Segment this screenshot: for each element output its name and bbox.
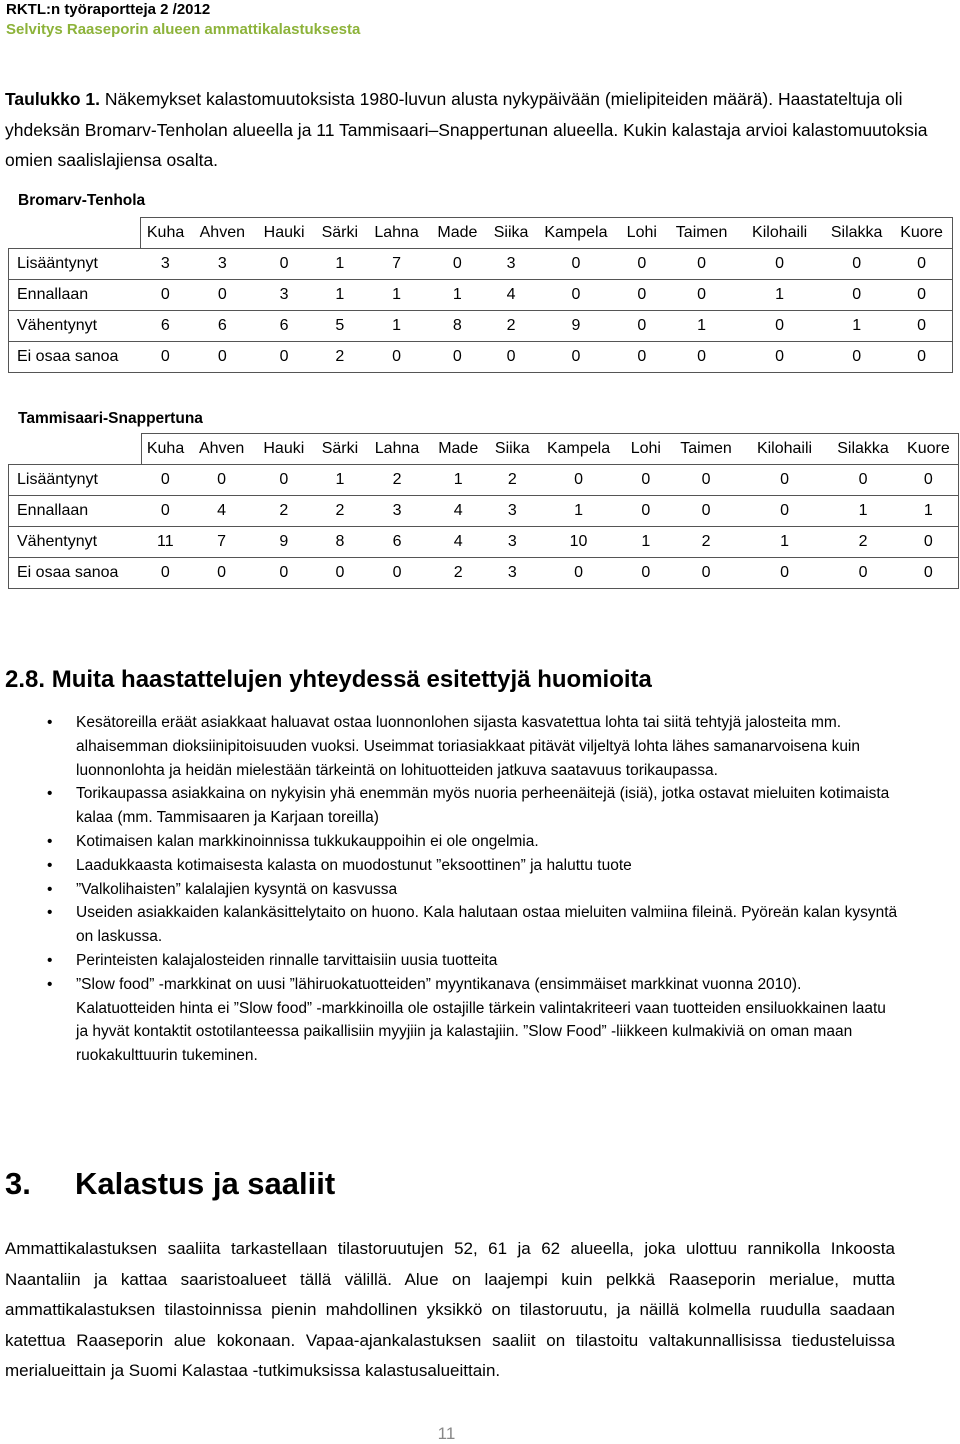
- table-cell: 8: [313, 527, 366, 558]
- table-cell: 1: [314, 249, 367, 280]
- table-row: [9, 311, 953, 342]
- list-item-text: Perinteisten kalajalosteiden rinnalle tarvittaisiin uusia tuotteita: [76, 951, 498, 969]
- chapter-paragraph: Ammattikalastuksen saaliita tarkastellaan tilastoruutujen 52, 61 ja 62 alueella, joka ulottuu rannikolla Inkoosta Naantaliin ja kattaa saaristoalueet tällä välillä. Alue on laajempi kuin pelkkä Raaseporin merialue, mutta ammattikalastuksen tilastoinnissa pienin mahdollinen yksikkö on tilastoruutu, ja näillä kolmella ruudulla saadaan katettua Raaseporin alue kokonaan. Vapaa-ajankalastuksen saaliit on tilastoitu valtakunnallisissa tiedusteluissa merialueittain ja Suomi Kalastaa -tutkimuksissa kalastusalueittain.: [5, 1239, 895, 1380]
- table-cell: 0: [666, 342, 737, 373]
- table-cell: 0: [670, 496, 741, 527]
- table-cell: 0: [366, 342, 427, 373]
- table-cell: 0: [141, 280, 190, 311]
- table-cell: 0: [742, 465, 828, 496]
- list-item-text: Kesätoreilla eräät asiakkaat haluavat ostaa luonnonlohen sijasta kasvatettua lohta tai siitä tehtyjä jalosteita mm. alhaisemman dioksiinipitoisuuden vuoksi. Useimmat toriasiakkaat pitävät viljeltyä lohta lähes samanarvoisena kuin luonnonlohta ja heidän mielestään tärkeintä on lohituotteiden jatkuva saatavuus torikaupassa.: [76, 714, 860, 779]
- list-item-text: Torikaupassa asiakkaina on nykyisin yhä enemmän myös nuoria perheenäitejä (isiä), jotka ostavat mieluiten kotimaista kalaa (mm. Tammisaaren ja Karjaan toreilla): [76, 785, 890, 827]
- table-row: [9, 280, 953, 311]
- table-cell: 0: [142, 558, 189, 589]
- list-item: [0, 830, 900, 854]
- list-item-text: Laadukkaasta kotimaisesta kalasta on muodostunut ”eksoottinen” ja haluttu tuote: [76, 856, 632, 874]
- table-cell: 8: [427, 311, 488, 342]
- bullet-icon: •: [47, 880, 53, 898]
- bullet-icon: •: [47, 856, 53, 874]
- list-item-text: ”Slow food” -markkinat on uusi ”lähiruokatuotteiden” myyntikanava (ensimmäiset markkinat vuonna 2010). Kalatuotteiden hinta ei ”Slow food” -markkinoilla ole ostajille tärkein valintakriteeri vaan tuotteiden ensiluokkainen laatu ja hyvät kontaktit ostotilanteessa paikallisiin myyjiin ja kalastajiin. ”Slow Food” -liikkeen kulmakiviä on oman maan ruokakulttuurin tukeminen.: [76, 975, 886, 1065]
- table-cell: 0: [899, 465, 959, 496]
- table-cell: 0: [313, 558, 366, 589]
- table-cell: 2: [489, 465, 536, 496]
- page-number: 11: [437, 1424, 456, 1443]
- column-header: Kuore: [891, 218, 952, 249]
- list-item: [0, 901, 900, 949]
- table-cell: 0: [822, 342, 891, 373]
- table-cell: 0: [142, 465, 189, 496]
- table-cell: 1: [621, 527, 670, 558]
- observations-list: [0, 711, 900, 1068]
- table-cell: 0: [621, 465, 670, 496]
- table-cell: 0: [536, 558, 622, 589]
- column-header: Silakka: [827, 434, 898, 465]
- table-cell: 2: [313, 496, 366, 527]
- bullet-icon: •: [47, 904, 53, 922]
- list-item: [0, 878, 900, 902]
- column-header: Made: [428, 434, 489, 465]
- table-cell: 1: [666, 311, 737, 342]
- table-cell: 1: [536, 496, 622, 527]
- table-cell: 0: [366, 558, 427, 589]
- column-header: Kilohaili: [742, 434, 828, 465]
- table-cell: 6: [255, 311, 314, 342]
- table-cell: 3: [141, 249, 190, 280]
- list-item: [0, 973, 900, 1068]
- table-cell: 0: [891, 280, 952, 311]
- table-cell: 0: [189, 558, 254, 589]
- bullet-icon: •: [47, 975, 53, 993]
- table-cell: 3: [489, 496, 536, 527]
- column-header: Särki: [313, 434, 366, 465]
- column-header: Siika: [488, 218, 535, 249]
- table-cell: 6: [366, 527, 427, 558]
- table-cell: 0: [536, 465, 622, 496]
- table-cell: 2: [314, 342, 367, 373]
- table-cell: 4: [189, 496, 254, 527]
- list-item: [0, 711, 900, 782]
- table-cell: 0: [891, 342, 952, 373]
- table-cell: 2: [670, 527, 741, 558]
- table-cell: 3: [489, 527, 536, 558]
- row-label: Vähentynyt: [9, 311, 141, 342]
- page-header: [6, 0, 360, 40]
- table-cell: 4: [488, 280, 535, 311]
- table-cell: 0: [822, 280, 891, 311]
- row-label: Lisääntynyt: [9, 465, 142, 496]
- bullet-icon: •: [47, 832, 53, 850]
- table-cell: 7: [189, 527, 254, 558]
- table-cell: 0: [666, 280, 737, 311]
- table-cell: 3: [255, 280, 314, 311]
- table-cell: 1: [366, 280, 427, 311]
- table-cell: 2: [488, 311, 535, 342]
- table-cell: 0: [899, 527, 959, 558]
- table-cell: 7: [366, 249, 427, 280]
- table-cell: 1: [428, 465, 489, 496]
- table-cell: 1: [314, 280, 367, 311]
- table-cell: 3: [489, 558, 536, 589]
- table-cell: 0: [666, 249, 737, 280]
- header-blank-cell: [9, 218, 141, 249]
- table-cell: 1: [313, 465, 366, 496]
- table-cell: 3: [190, 249, 255, 280]
- table-cell: 2: [366, 465, 427, 496]
- table-cell: 2: [254, 496, 313, 527]
- row-label: Vähentynyt: [9, 527, 142, 558]
- table-cell: 0: [617, 311, 666, 342]
- table-row: [9, 465, 959, 496]
- table-cell: 2: [428, 558, 489, 589]
- table-cell: 0: [189, 465, 254, 496]
- table-cell: 0: [427, 249, 488, 280]
- table-cell: 6: [141, 311, 190, 342]
- table-cell: 0: [822, 249, 891, 280]
- table-cell: 4: [428, 527, 489, 558]
- table-cell: 0: [827, 465, 898, 496]
- table-cell: 0: [742, 496, 828, 527]
- chapter-number: 3.: [5, 1166, 31, 1201]
- column-header: Lohi: [621, 434, 670, 465]
- table-cell: 0: [737, 249, 822, 280]
- table-cell: 9: [254, 527, 313, 558]
- table-cell: 0: [737, 311, 822, 342]
- table-caption: [5, 84, 930, 176]
- list-item-text: ”Valkolihaisten” kalalajien kysyntä on kasvussa: [76, 880, 398, 898]
- column-header: Silakka: [822, 218, 891, 249]
- table-bromarv-tenhola: [8, 217, 953, 373]
- bullet-icon: •: [47, 785, 53, 803]
- table-cell: 0: [190, 280, 255, 311]
- table-cell: 1: [899, 496, 959, 527]
- list-item: [0, 949, 900, 973]
- list-item-text: Kotimaisen kalan markkinoinnissa tukkukauppoihin ei ole ongelmia.: [76, 832, 539, 850]
- chapter-heading: [5, 1166, 335, 1202]
- column-header: Lahna: [366, 434, 427, 465]
- table2-title: Tammisaari-Snappertuna: [18, 410, 203, 427]
- column-header: Kuha: [141, 218, 190, 249]
- caption-text: Näkemykset kalastomuutoksista 1980-luvun alusta nykypäivään (mielipiteiden määrä). Haastateltuja oli yhdeksän Bromarv-Tenholan alueella ja 11 Tammisaari–Snappertunan alueella. Kukin kalastaja arvioi kalastomuutoksia omien saalislajiensa osalta.: [5, 89, 928, 170]
- table-cell: 0: [891, 249, 952, 280]
- table-cell: 10: [536, 527, 622, 558]
- column-header: Ahven: [189, 434, 254, 465]
- table-cell: 1: [742, 527, 828, 558]
- report-title: Selvitys Raaseporin alueen ammattikalastuksesta: [6, 21, 361, 38]
- column-header: Särki: [314, 218, 367, 249]
- column-header: Siika: [489, 434, 536, 465]
- table-cell: 0: [670, 558, 741, 589]
- table-cell: 3: [366, 496, 427, 527]
- table-cell: 0: [534, 249, 617, 280]
- row-label: Ennallaan: [9, 280, 141, 311]
- column-header: Kampela: [534, 218, 617, 249]
- table-cell: 1: [366, 311, 427, 342]
- column-header: Hauki: [255, 218, 314, 249]
- table-row: [9, 527, 959, 558]
- report-series: RKTL:n työraportteja 2 /2012: [6, 1, 211, 18]
- column-header: Kampela: [536, 434, 622, 465]
- table-cell: 0: [142, 496, 189, 527]
- table-cell: 0: [617, 249, 666, 280]
- table-cell: 1: [427, 280, 488, 311]
- table-cell: 9: [534, 311, 617, 342]
- table1-title: Bromarv-Tenhola: [18, 192, 146, 209]
- table-cell: 0: [255, 249, 314, 280]
- table-cell: 0: [190, 342, 255, 373]
- caption-label: Taulukko 1.: [5, 89, 100, 109]
- list-item: [0, 782, 900, 830]
- column-header: Kilohaili: [737, 218, 822, 249]
- table-cell: 11: [142, 527, 189, 558]
- table-cell: 1: [737, 280, 822, 311]
- table-cell: 6: [190, 311, 255, 342]
- row-label: Lisääntynyt: [9, 249, 141, 280]
- row-label: Ei osaa sanoa: [9, 558, 142, 589]
- section-heading: 2.8. Muita haastattelujen yhteydessä esitettyjä huomioita: [5, 666, 652, 693]
- list-item-text: Useiden asiakkaiden kalankäsittelytaito on huono. Kala halutaan ostaa mieluiten valmiina fileinä. Pyöreän kalan kysyntä on laskussa.: [76, 904, 898, 946]
- column-header: Kuha: [142, 434, 189, 465]
- table-cell: 3: [488, 249, 535, 280]
- table-row: [9, 249, 953, 280]
- table-cell: 0: [621, 496, 670, 527]
- table-row: [9, 496, 959, 527]
- table-row: [9, 342, 953, 373]
- table-cell: 0: [742, 558, 828, 589]
- table-cell: 0: [534, 280, 617, 311]
- table-cell: 0: [617, 280, 666, 311]
- table-cell: 0: [891, 311, 952, 342]
- list-item: [0, 854, 900, 878]
- bullet-icon: •: [47, 951, 53, 969]
- table-cell: 0: [254, 465, 313, 496]
- table-cell: 0: [427, 342, 488, 373]
- table-cell: 2: [827, 527, 898, 558]
- row-label: Ei osaa sanoa: [9, 342, 141, 373]
- column-header: Hauki: [254, 434, 313, 465]
- table-tammisaari-snappertuna: [8, 433, 959, 589]
- table-cell: 0: [621, 558, 670, 589]
- table-cell: 0: [534, 342, 617, 373]
- table-cell: 0: [827, 558, 898, 589]
- table-cell: 0: [255, 342, 314, 373]
- table-cell: 0: [488, 342, 535, 373]
- row-label: Ennallaan: [9, 496, 142, 527]
- table-cell: 4: [428, 496, 489, 527]
- table-cell: 0: [141, 342, 190, 373]
- table-cell: 0: [670, 465, 741, 496]
- column-header: Made: [427, 218, 488, 249]
- table-cell: 5: [314, 311, 367, 342]
- table-cell: 0: [617, 342, 666, 373]
- column-header: Kuore: [899, 434, 959, 465]
- table-cell: 0: [737, 342, 822, 373]
- column-header: Ahven: [190, 218, 255, 249]
- column-header: Taimen: [666, 218, 737, 249]
- chapter-title: Kalastus ja saaliit: [75, 1166, 336, 1201]
- table-cell: 0: [899, 558, 959, 589]
- table-cell: 1: [827, 496, 898, 527]
- column-header: Taimen: [670, 434, 741, 465]
- table-cell: 1: [822, 311, 891, 342]
- bullet-icon: •: [47, 714, 53, 731]
- column-header: Lahna: [366, 218, 427, 249]
- table-row: [9, 558, 959, 589]
- header-blank-cell: [9, 434, 142, 465]
- column-header: Lohi: [617, 218, 666, 249]
- table-cell: 0: [254, 558, 313, 589]
